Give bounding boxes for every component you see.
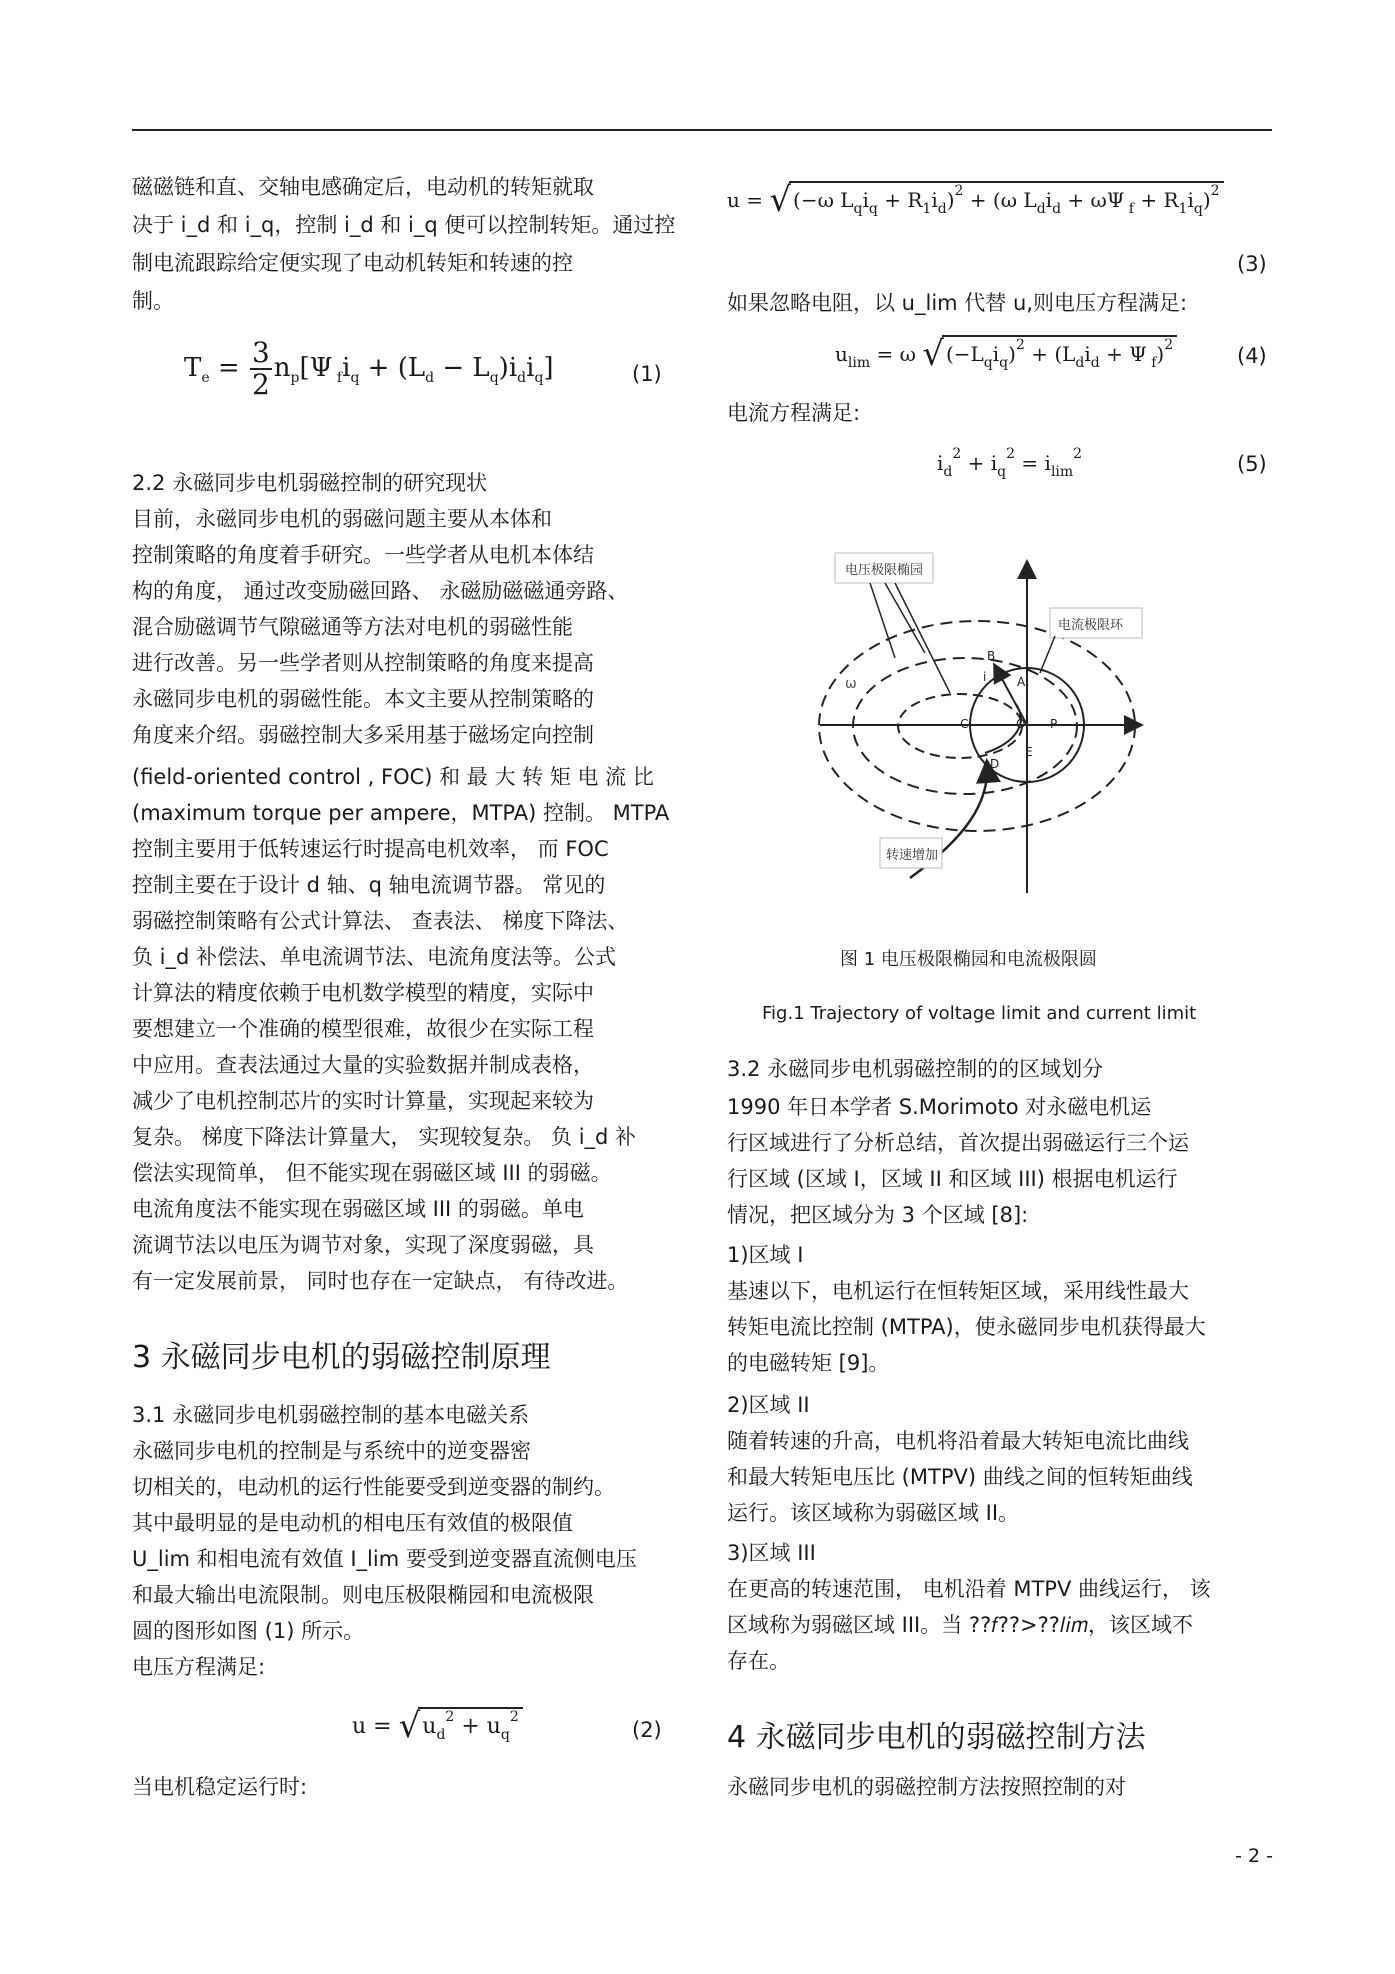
paragraph-line: 永磁同步电机的控制是与系统中的逆变器密 [132, 1439, 531, 1463]
equation-2: $u = √u_d^2 + u_q^2$ [352, 1706, 523, 1746]
region-1-title: 1)区域 I [727, 1243, 804, 1267]
paragraph-line: 构的角度， 通过改变励磁回路、 永磁励磁磁通旁路、 [132, 579, 629, 603]
paragraph-line: 和最大转矩电压比 (MTPV) 曲线之间的恒转矩曲线 [727, 1465, 1193, 1489]
paragraph-line: 复杂。 梯度下降法计算量大， 实现较复杂。 负 i_d 补 [132, 1125, 637, 1149]
paragraph-line: 控制主要用于低转速运行时提高电机效率， 而 FOC [132, 837, 609, 861]
point-P: P [1050, 717, 1058, 731]
paragraph-line: 制。 [132, 289, 174, 313]
equation-5: $i_d^2 + i_q^2 = i_{lim}^2$ [937, 446, 1083, 480]
paragraph-line: 永磁同步电机的弱磁控制方法按照控制的对 [727, 1775, 1126, 1799]
paragraph-line: 随着转速的升高，电机将沿着最大转矩电流比曲线 [727, 1429, 1189, 1453]
paragraph-line: 情况，把区域分为 3 个区域 [8]: [727, 1203, 1029, 1227]
paragraph-line: 混合励磁调节气隙磁通等方法对电机的弱磁性能 [132, 615, 573, 639]
paragraph-line: 电流角度法不能实现在弱磁区域 III 的弱磁。单电 [132, 1197, 584, 1221]
paragraph-line: 制电流跟踪给定便实现了电动机转矩和转速的控 [132, 251, 573, 275]
paragraph-line: 圆的图形如图 (1) 所示。 [132, 1619, 365, 1643]
point-E: E [1025, 745, 1033, 759]
left-column [132, 0, 677, 1974]
paragraph-line: 的电磁转矩 [9]。 [727, 1351, 890, 1375]
leader-line [885, 583, 925, 653]
point-D: D [990, 757, 1000, 771]
paragraph-line: 有一定发展前景， 同时也存在一定缺点， 有待改进。 [132, 1269, 629, 1293]
paragraph-line: 其中最明显的是电动机的相电压有效值的极限值 [132, 1511, 573, 1535]
paragraph-line: 计算法的精度依赖于电机数学模型的精度，实际中 [132, 981, 594, 1005]
paragraph-line: 负 i_d 补偿法、单电流调节法、电流角度法等。公式 [132, 945, 617, 969]
figure-caption-cn: 图 1 电压极限椭园和电流极限圆 [840, 949, 1097, 970]
section-heading-2-2: 2.2 永磁同步电机弱磁控制的研究现状 [132, 471, 488, 495]
paragraph-line: 偿法实现简单， 但不能实现在弱磁区域 III 的弱磁。 [132, 1161, 612, 1185]
equation-number: (3) [1237, 252, 1267, 276]
paragraph-line: 目前，永磁同步电机的弱磁问题主要从本体和 [132, 507, 552, 531]
paragraph-line: 减少了电机控制芯片的实时计算量，实现起来较为 [132, 1089, 594, 1113]
equation-number: (2) [632, 1718, 662, 1742]
point-B: B [987, 649, 996, 663]
fig-label-voltage-ellipse: 电压极限椭园 [845, 563, 924, 578]
equation-3: u = √ (−ω $L_qi_q + R_1i_d)^2 + (\omega$ $L_di_d + \omega\Psi$ $_f + R_1i_q)^2$ [727, 180, 1224, 220]
equation-number: (1) [632, 362, 662, 386]
paragraph-line: 要想建立一个准确的模型很难，故很少在实际工程 [132, 1017, 594, 1041]
label-is: i [983, 670, 987, 684]
equation-4: $u_{lim} = \omega$ √ $(-L_qi_q)^2 + (L_di_d + \Psi$ $_f$)$^2$ [835, 334, 1177, 374]
paragraph-line: U_lim 和相电流有效值 I_lim 要受到逆变器直流侧电压 [132, 1547, 637, 1571]
chapter-heading-4: 4 永磁同步电机的弱磁控制方法 [727, 1720, 1146, 1755]
paragraph-line: 切相关的，电动机的运行性能要受到逆变器的制约。 [132, 1475, 615, 1499]
paragraph-line: 在更高的转速范围， 电机沿着 MTPV 曲线运行， 该 [727, 1577, 1211, 1601]
figure-voltage-current-limit [815, 548, 1145, 898]
section-heading-3-2: 3.2 永磁同步电机弱磁控制的的区域划分 [727, 1057, 1104, 1081]
paragraph-line: 弱磁控制策略有公式计算法、 查表法、 梯度下降法、 [132, 909, 629, 933]
region-2-title: 2)区域 II [727, 1393, 810, 1417]
paragraph-line: 进行改善。另一些学者则从控制策略的角度来提高 [132, 651, 594, 675]
point-A: A [1017, 675, 1026, 689]
figure-caption-en: Fig.1 Trajectory of voltage limit and current limit [762, 1003, 1197, 1024]
paragraph-line: (maximum torque per ampere，MTPA) 控制。 MTPA [132, 801, 670, 825]
region-3-title: 3)区域 III [727, 1541, 816, 1565]
paragraph-line: 转矩电流比控制 (MTPA)，使永磁同步电机获得最大 [727, 1315, 1206, 1339]
paragraph-line: 行区域进行了分析总结，首次提出弱磁运行三个运 [727, 1131, 1189, 1155]
point-C: C [960, 717, 969, 731]
chapter-heading-3: 3 永磁同步电机的弱磁控制原理 [132, 1340, 551, 1375]
paragraph-line: 如果忽略电阻，以 u_lim 代替 u,则电压方程满足: [727, 291, 1188, 315]
paragraph-line: 磁磁链和直、交轴电感确定后，电动机的转矩就取 [132, 175, 594, 199]
paragraph-line: 电流方程满足: [727, 401, 861, 425]
paragraph-line: 中应用。查表法通过大量的实验数据并制成表格， [132, 1053, 594, 1077]
leader-line [895, 583, 950, 693]
paragraph-line: 存在。 [727, 1649, 790, 1673]
paragraph-line: 运行。该区域称为弱磁区域 II。 [727, 1501, 1020, 1525]
paragraph-line: 当电机稳定运行时: [132, 1775, 308, 1799]
paragraph-line: 和最大输出电流限制。则电压极限椭园和电流极限 [132, 1583, 594, 1607]
paragraph-line: 决于 i_d 和 i_q，控制 i_d 和 i_q 便可以控制转矩。通过控 [132, 213, 676, 237]
paragraph-line: 控制主要在于设计 d 轴、q 轴电流调节器。 常见的 [132, 873, 606, 897]
fig-label-speed-up: 转速增加 [886, 848, 939, 863]
paragraph-line: 流调节法以电压为调节对象，实现了深度弱磁，具 [132, 1233, 594, 1257]
paragraph-line: 永磁同步电机的弱磁性能。本文主要从控制策略的 [132, 687, 594, 711]
point-O: O [1016, 717, 1026, 731]
page-number: - 2 - [1235, 1845, 1273, 1867]
equation-1: $T_e$ = $\frac{3}{2}$ $n_p[\Psi$ $_fi_q + (L_d - L_q)i_di_q$] [184, 336, 554, 401]
paragraph-line: 角度来介绍。弱磁控制大多采用基于磁场定向控制 [132, 723, 594, 747]
paragraph-line: 1990 年日本学者 S.Morimoto 对永磁电机运 [727, 1095, 1152, 1119]
equation-number: (4) [1237, 344, 1267, 368]
section-heading-3-1: 3.1 永磁同步电机弱磁控制的基本电磁关系 [132, 1403, 530, 1427]
paragraph-line: 区域称为弱磁区域 III。当 ??𝑓??>??𝑙𝑖𝑚，该区域不 [727, 1613, 1193, 1637]
fig-label-omega: ω [845, 676, 857, 692]
equation-number: (5) [1237, 452, 1267, 476]
fig-label-current-ring: 电流极限环 [1058, 618, 1124, 633]
paragraph-line: 行区域 (区域 I，区域 II 和区域 III) 根据电机运行 [727, 1167, 1178, 1191]
right-column [727, 0, 1272, 1974]
paragraph-line: 控制策略的角度着手研究。一些学者从电机本体结 [132, 543, 594, 567]
paragraph-line: 基速以下，电机运行在恒转矩区域，采用线性最大 [727, 1279, 1189, 1303]
paragraph-line: 电压方程满足: [132, 1655, 266, 1679]
leader-line [1040, 636, 1055, 673]
paragraph-line: (field-oriented control , FOC) 和 最 大 转 矩 电 流 比 [132, 765, 654, 789]
